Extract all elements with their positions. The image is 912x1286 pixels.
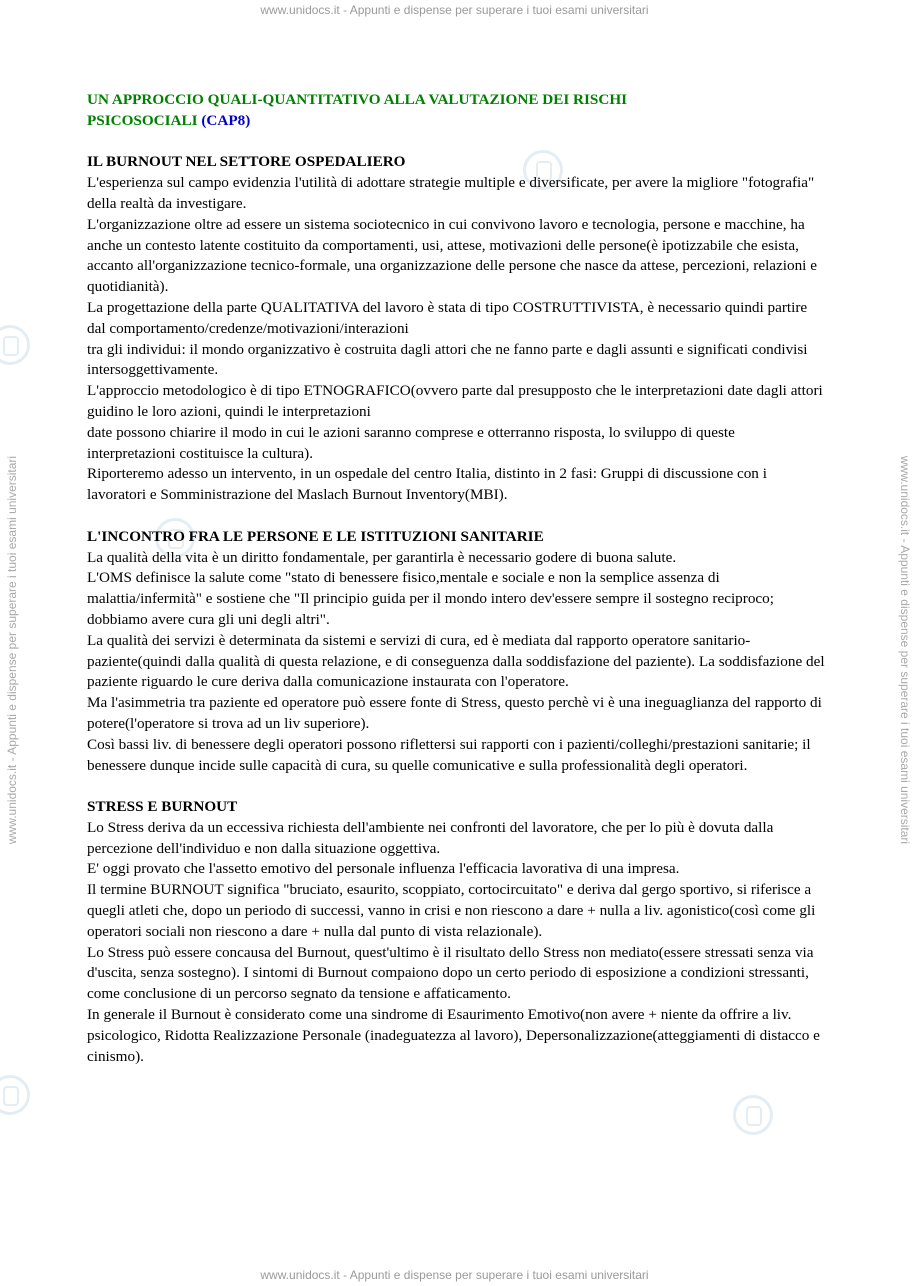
paragraph: date possono chiarire il modo in cui le azioni saranno comprese e otterranno risposta, lo sviluppo di queste interpretazioni costituisce la cultura). — [87, 423, 735, 462]
unidocs-logo-icon — [0, 1075, 30, 1115]
paragraph: La qualità dei servizi è determinata da sistemi e servizi di cura, ed è mediata dal rapporto operatore sanitario-paziente(quindi dalla qualità di questa relazione, e di conseguenza dalla soddisfazione del paziente). La soddisfazione del paziente riguardo le cure deriva dalla comunicazione instaurata con l'operatore. — [87, 631, 825, 691]
document-section — [87, 152, 827, 506]
watermark-side-left: www.unidocs.it - Appunti e dispense per superare i tuoi esami universitari — [5, 455, 19, 845]
paragraph: Ma l'asimmetria tra paziente ed operatore può essere fonte di Stress, questo perchè vi è una ineguaglianza del rapporto di potere(l'operatore si trova ad un liv superiore). — [87, 694, 822, 732]
paragraph: Lo Stress può essere concausa del Burnout, quest'ultimo è il risultato dello Stress non mediato(essere stressati senza via d'uscita, senza sostegno). I sintomi di Burnout compaiono dopo un certo periodo di esposizione a condizioni stressanti, come conclusione di un percorso segnato da tensione e affaticamento. — [87, 943, 814, 1003]
paragraph: La progettazione della parte QUALITATIVA del lavoro è stata di tipo COSTRUTTIVISTA, è necessario quindi partire dal comportamento/credenze/motivazioni/interazioni — [87, 298, 808, 337]
paragraph: L'organizzazione oltre ad essere un sistema sociotecnico in cui convivono lavoro e tecnologia, persone e macchine, ha anche un contesto latente costituito da comportamenti, usi, attese, motivazioni delle persone(è ipotizzabile che esista, accanto all'organizzazione tecnico-formale, una organizzazione delle persone che nasce da attese, percezioni, relazioni e quotidianità). — [87, 215, 817, 296]
title-chapter-ref: (CAP8) — [201, 111, 251, 129]
title-line-2: PSICOSOCIALI — [87, 111, 202, 129]
paragraph: tra gli individui: il mondo organizzativo è costruita dagli attori che ne fanno parte e dagli assunti e significati condivisi intersoggettivamente. — [87, 340, 808, 379]
paragraph: La qualità della vita è un diritto fondamentale, per garantirla è necessario godere di buona salute. — [87, 548, 677, 566]
watermark-footer: www.unidocs.it - Appunti e dispense per superare i tuoi esami universitari — [260, 1268, 649, 1282]
paragraph: In generale il Burnout è considerato come una sindrome di Esaurimento Emotivo(non avere + niente da offrire a liv. psicologico, Ridotta Realizzazione Personale (inadeguatezza al lavoro), Depersonalizzazione(atteggiamenti di distacco e cinismo). — [87, 1006, 820, 1065]
paragraph: L'OMS definisce la salute come "stato di benessere fisico,mentale e sociale e non la semplice assenza di malattia/infermità" e sostiene che "Il principio guida per il mondo intero dev'essere sempre il sostegno reciproco; dobbiamo avere cura gli uni degli altri". — [87, 569, 774, 628]
paragraph: L'approccio metodologico è di tipo ETNOGRAFICO(ovvero parte dal presupposto che le interpretazioni date dagli attori guidino le loro azioni, quindi le interpretazioni — [87, 382, 823, 420]
watermark-side-right: www.unidocs.it - Appunti e dispense per superare i tuoi esami universitari — [898, 455, 912, 845]
paragraph: Lo Stress deriva da un eccessiva richiesta dell'ambiente nei confronti del lavoratore, che per lo più è dovuta dalla percezione dell'individuo e non dalla situazione oggettiva. — [87, 818, 774, 857]
section-heading: STRESS E BURNOUT — [87, 798, 238, 816]
title-line-1: UN APPROCCIO QUALI-QUANTITATIVO ALLA VALUTAZIONE DEI RISCHI — [87, 91, 628, 108]
section-heading: IL BURNOUT NEL SETTORE OSPEDALIERO — [87, 153, 406, 171]
paragraph: E' oggi provato che l'assetto emotivo del personale influenza l'efficacia lavorativa di una impresa. — [87, 860, 680, 878]
paragraph: Così bassi liv. di benessere degli operatori possono riflettersi sui rapporti con i pazienti/colleghi/prestazioni sanitarie; il benessere dunque incide sulle capacità di cura, su quelle comunicative e sulla professionalità degli operatori. — [87, 735, 811, 774]
watermark-header: www.unidocs.it - Appunti e dispense per superare i tuoi esami universitari — [260, 3, 649, 17]
document-title — [87, 90, 827, 132]
unidocs-logo-icon — [0, 325, 30, 365]
document-section — [87, 797, 827, 1067]
document-section — [87, 527, 827, 777]
document-body — [87, 90, 827, 1067]
paragraph: L'esperienza sul campo evidenzia l'utilità di adottare strategie multiple e diversificate, per avere la migliore "fotografia" della realtà da investigare. — [87, 174, 815, 212]
unidocs-logo-icon — [733, 1095, 773, 1135]
paragraph: Il termine BURNOUT significa "bruciato, esaurito, scoppiato, cortocircuitato" e deriva dal gergo sportivo, si riferisce a quegli atleti che, dopo un periodo di successi, vanno in crisi e non riescono a dare + nulla a liv. agonistico(così come gli operatori sociali non riescono a dare + nulla dal punto di vista relazionale). — [87, 881, 816, 940]
section-heading: L'INCONTRO FRA LE PERSONE E LE ISTITUZIONI SANITARIE — [87, 527, 544, 545]
paragraph: Riporteremo adesso un intervento, in un ospedale del centro Italia, distinto in 2 fasi: Gruppi di discussione con i lavoratori e Somministrazione del Maslach Burnout Inventory(MBI). — [87, 465, 767, 504]
